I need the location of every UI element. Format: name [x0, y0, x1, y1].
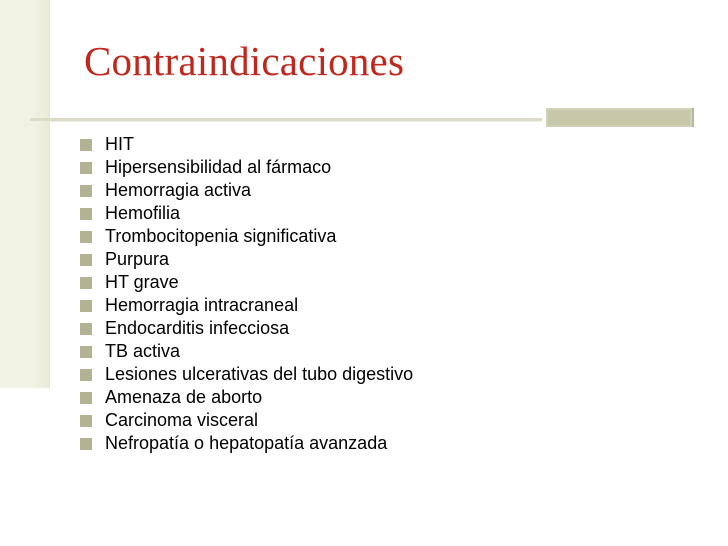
list-item: [80, 156, 413, 179]
square-bullet-icon: [80, 415, 92, 427]
list-item-text: Lesiones ulcerativas del tubo digestivo: [105, 364, 414, 384]
list-item-text: Purpura: [105, 249, 170, 269]
list-item: [80, 294, 413, 317]
list-item: [80, 202, 413, 225]
decorative-block: [546, 108, 692, 127]
list-item-text: HIT: [105, 134, 134, 154]
square-bullet-icon: [80, 346, 92, 358]
list-item-text: Hipersensibilidad al fármaco: [105, 157, 332, 177]
square-bullet-icon: [80, 208, 92, 220]
list-item: [80, 340, 413, 363]
decorative-block-edge: [692, 108, 694, 127]
list-item-text: HT grave: [105, 272, 179, 292]
square-bullet-icon: [80, 277, 92, 289]
list-item: [80, 133, 413, 156]
square-bullet-icon: [80, 185, 92, 197]
list-item: [80, 271, 413, 294]
title-divider-shadow: [30, 121, 542, 122]
list-item-text: Hemorragia activa: [105, 180, 252, 200]
square-bullet-icon: [80, 392, 92, 404]
list-item: [80, 386, 413, 409]
left-band-edge: [49, 0, 50, 388]
list-item-text: Carcinoma visceral: [105, 410, 259, 430]
list-item-text: Nefropatía o hepatopatía avanzada: [105, 433, 388, 453]
square-bullet-icon: [80, 438, 92, 450]
list-item-text: Hemorragia intracraneal: [105, 295, 299, 315]
square-bullet-icon: [80, 162, 92, 174]
square-bullet-icon: [80, 323, 92, 335]
list-item: [80, 248, 413, 271]
square-bullet-icon: [80, 369, 92, 381]
square-bullet-icon: [80, 300, 92, 312]
square-bullet-icon: [80, 231, 92, 243]
list-item-text: TB activa: [105, 341, 181, 361]
list-item: [80, 317, 413, 340]
list-item-text: Amenaza de aborto: [105, 387, 263, 407]
square-bullet-icon: [80, 254, 92, 266]
list-item: [80, 179, 413, 202]
list-item: [80, 409, 413, 432]
list-item: [80, 225, 413, 248]
left-decorative-band: [0, 0, 49, 388]
list-item: [80, 363, 413, 386]
list-item-text: Endocarditis infecciosa: [105, 318, 290, 338]
square-bullet-icon: [80, 139, 92, 151]
slide-title: Contraindicaciones: [84, 38, 405, 84]
contraindications-list: [80, 133, 413, 455]
list-item: [80, 432, 413, 455]
list-item-text: Trombocitopenia significativa: [105, 226, 337, 246]
list-item-text: Hemofilia: [105, 203, 181, 223]
